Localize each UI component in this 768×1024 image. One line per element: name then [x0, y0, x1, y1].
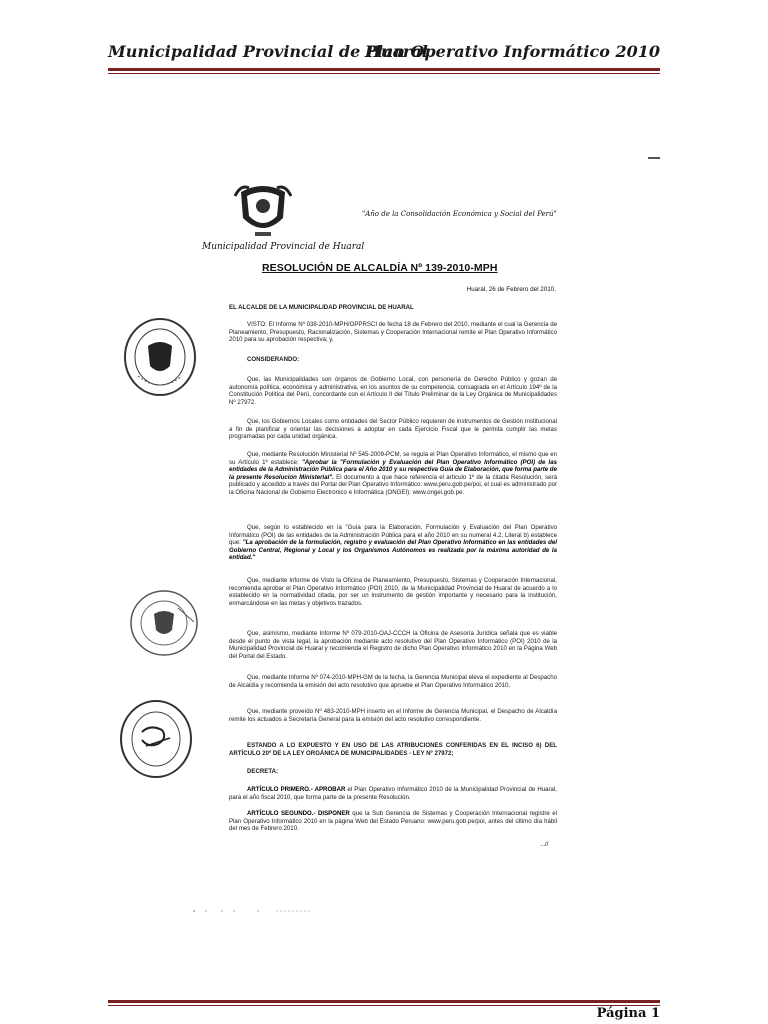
- issuing-authority: EL ALCALDE DE LA MUNICIPALIDAD PROVINCIAL DE HUARAL: [229, 304, 414, 311]
- resolution-date: Huaral, 26 de Febrero del 2010.: [466, 286, 556, 293]
- secretary-seal-icon: [118, 698, 194, 780]
- crest-caption: Municipalidad Provincial de Huaral: [202, 242, 365, 252]
- header-rule-thin: [108, 73, 660, 74]
- year-motto: "Año de la Consolidación Económica y Social del Perú": [362, 210, 557, 218]
- municipal-crest-icon: [233, 178, 293, 242]
- visto-paragraph: VISTO: El Informe Nº 038-2010-MPH/OPPRSCI de fecha 18 de Febrero del 2010, mediante el cual la Gerencia de Planeamiento, Presupuesto, Racionalización, Sistemas y Cooperación Internacional remite el Plan Operativo Informático 2010 para su aprobación respectiva; y,: [229, 321, 557, 344]
- considerando-paragraph: Que, mediante Informe de Visto la Oficina de Planeamiento, Presupuesto, Sistemas y Cooperación Internacional, recomienda aprobar el Plan Operativo Informático (POI) 2010, de la Municipalidad Provincial de Huaral de acuerdo a lo establecido en la normatividad citada, por ser un instrumento de gestión importante y necesario para la institución, enmarcándose en las metas y objetivos trazados.: [229, 577, 557, 607]
- considerando-paragraph: Que, mediante proveído Nº 483-2010-MPH inserto en el Informe de Gerencia Municipal, el Despacho de Alcaldía remite los actuados a Secretaría General para la emisión del acto resolutivo correspondiente.: [229, 708, 557, 723]
- decreta-heading: DECRETA:: [247, 768, 279, 775]
- article-second: ARTÍCULO SEGUNDO.- DISPONER que la Sub Gerencia de Sistemas y Cooperación Internacional registre el Plan Operativo Informático 2010 en la página Web del Estado Peruano: www.peru.gob.pe/poi, antes del último día hábil del mes de Febrero 2010.: [229, 810, 557, 833]
- considerando-paragraph: Que, mediante Resolución Ministerial Nº 545-2009-PCM, se regula el Plan Operativo Informático, el mismo que en su Artículo 1º establece: "Aprobar la "Formulación y Evaluación del Plan Operativo Informático (POI) de las entidades de la Administración Pública para el Año 2010 y su respectiva Guía de Elaboración, que forma parte de la presente Resolución Ministerial". El documento a que hace referencia el artículo 1º de la citada Resolución, será publicado y accedido a través del Portal del Plan Operativo Informático: www.peru.gob.pe/poi, el cual es administrado por la Oficina Nacional de Gobierno Electrónico e Informática (ONGEI): www.ongei.gob.pe.: [229, 451, 557, 496]
- page-header: [108, 40, 660, 66]
- estando-clause: ESTANDO A LO EXPUESTO Y EN USO DE LAS ATRIBUCIONES CONFERIDAS EN EL INCISO 6) DEL ARTÍCULO 20º DE LA LEY ORGÁNICA DE MUNICIPALIDADES - LEY Nº 27972;: [229, 742, 557, 757]
- scan-mark: [648, 157, 660, 159]
- considerando-paragraph: Que, según lo establecido en la "Guía para la Elaboración, Formulación y Evaluación del Plan Operativo Informático (POI) de las entidades de la Administración Pública para el año 2010 en su numeral 4.2, Literal b) establece que: "La aprobación de la formulación, registro y evaluación del Plan Operativo Informático en las entidades del Gobierno Central, Regional y Local y los Organismos Autónomos es realizada por la máxima autoridad de la entidad.": [229, 524, 557, 562]
- header-rule: [108, 68, 660, 71]
- resolution-title: RESOLUCIÓN DE ALCALDÍA Nº 139-2010-MPH: [262, 262, 498, 274]
- considerando-paragraph: Que, los Gobiernos Locales como entidades del Sector Público requieren de instrumentos de Gestión Institucional a fin de planificar y orientar las decisiones a adoptar en cada Ejercicio Fiscal que le permita cumplir las metas programadas por cada unidad orgánica.: [229, 418, 557, 441]
- considerando-heading: CONSIDERANDO:: [247, 356, 300, 363]
- footer-rule-thin: [108, 1005, 660, 1006]
- scan-artifacts: [192, 909, 312, 913]
- provincial-seal-icon: [128, 588, 200, 658]
- continuation-mark: ...//: [540, 842, 549, 848]
- considerando-paragraph: Que, mediante Informe Nº 074-2010-MPH-GM de la fecha, la Gerencia Municipal eleva el expediente al Despacho de Alcaldía y recomienda la emisión del acto resolutivo que apruebe el Plan Operativo Informático 2010.: [229, 674, 557, 689]
- municipal-seal-icon: [122, 316, 198, 398]
- considerando-paragraph: Que, las Municipalidades son órganos de Gobierno Local, con personería de Derecho Público y gozan de autonomía política, económica y administrativa, en los asuntos de su competencia, consagrada en el Artículo 194º de la Constitución Política del Perú, concordante con el Artículo II del Título Preliminar de la Ley Orgánica de Municipalidades Nº 27972.: [229, 376, 557, 406]
- considerando-paragraph: Que, asimismo, mediante Informe Nº 079-2010-OAJ-CCCH la Oficina de Asesoría Jurídica señala que es viable desde el punto de vista legal, la aprobación mediante acto resolutivo del Plan Operativo Informático (POI) 2010 de la Municipalidad Provincial de Huaral y recomienda el Registro de dicho Plan Operativo Informático 2010 en la Página Web del Portal del Estado.: [229, 630, 557, 660]
- header-plan-title: Plan Operativo Informático 2010: [364, 42, 660, 61]
- article-first: ARTÍCULO PRIMERO.- APROBAR el Plan Operativo Informático 2010 de la Municipalidad Provincial de Huaral, para el año fiscal 2010, que forma parte de la presente Resolución.: [229, 786, 557, 801]
- page-number: Página 1: [596, 1006, 660, 1021]
- footer-rule: [108, 1000, 660, 1003]
- header-institution: Municipalidad Provincial de Huaral: [108, 42, 428, 61]
